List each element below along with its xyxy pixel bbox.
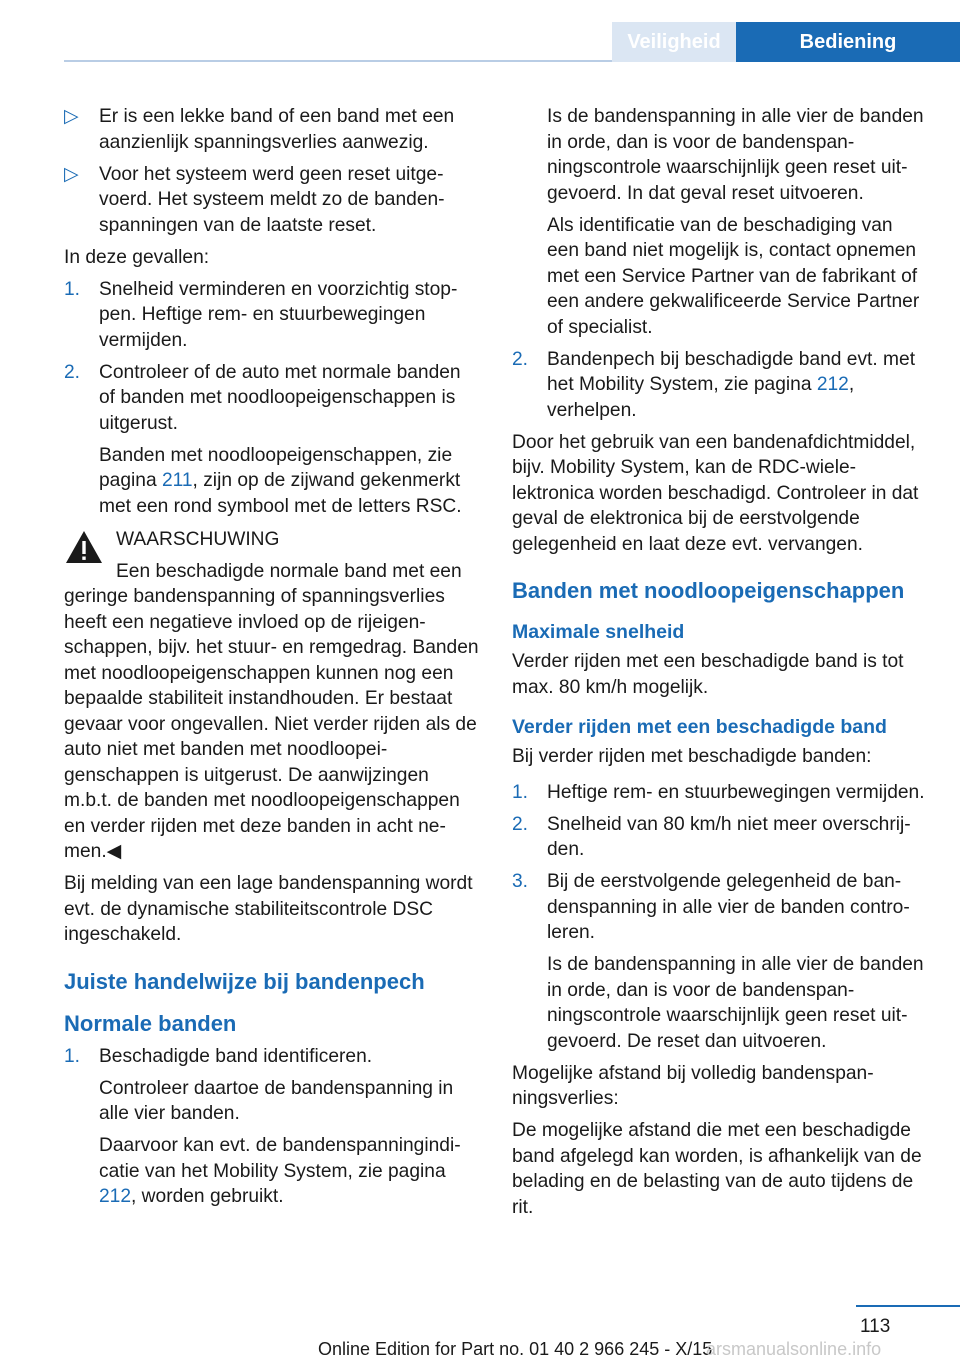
bullet-item: ▷ Voor het systeem werd geen reset uitgevoerd. Het systeem meldt zo de bandenspanningen van de laatste reset. [64, 163, 445, 236]
paragraph: Verder rijden met een beschadigde band is tot max. 80 km/h mogelijk. [512, 651, 904, 698]
numbered-item: 2. Snelheid van 80 km/h niet meer overschrijden. [512, 813, 911, 860]
paragraph: De mogelijke afstand die met een beschadigde band afgelegd kan worden, is afhankelijk van de belading en de belasting van de auto tijdens de rit. [512, 1120, 922, 1218]
continued-item: Is de bandenspanning in alle vier de banden in orde, dan is voor de bandenspanningscontrole waarschijnlijk geen reset uitgevoerd. In dat geval reset uitvoeren. Als identificatie van de beschadiging van een band niet mogelijk is, contact opnemen met een Service Partner van de fabrikant of een andere gekwalificeerde Service Partner of specialist. [547, 106, 924, 338]
paragraph: In deze gevallen: [64, 246, 210, 268]
paragraph: Bij verder rijden met beschadigde banden: [512, 746, 872, 767]
item-number: 1. [512, 781, 529, 803]
warning-title: WAARSCHUWING [116, 529, 280, 550]
left-column [64, 104, 480, 1216]
tab-bediening[interactable]: Bediening [736, 22, 960, 62]
page-link[interactable]: 212 [816, 374, 849, 395]
bullet-item: ▷ Er is een lekke band of een band met een aanzienlijk spanningsverlies aanwezig. [64, 106, 455, 153]
warning-text: Een beschadigde normale band met een geringe bandenspanning of spanningsverlies heeft een negatieve invloed op de rijeigenschappen, bijv. het stuur- en remgedrag. Banden met noodloopeigenschappen kunnen nog een bepaalde stabiliteit instandhouden. Er bestaat gevaar voor ongevallen. Niet verder rijden als de auto niet met banden met noodloopeigenschappen is uitgerust. De aanwijzingen m.b.t. de banden met noodloopeigenschappen en verder rijden met deze banden in acht nemen.◀ [64, 560, 479, 862]
numbered-item: 2. Controleer of de auto met normale banden of banden met noodloopeigenschappen is uitgerust. Banden met noodloopeigenschappen, zie pagina 211, zijn op de zijwand gekenmerkt met een rond symbool met de letters RSC. [64, 360, 480, 520]
subsection-heading: Normale banden [64, 1010, 237, 1036]
right-column [512, 104, 928, 1227]
paragraph: Door het gebruik van een bandenafdichtmiddel, bijv. Mobility System, kan de RDC-wielelektronica worden beschadigd. Controleer in dat geval de elektronica bij de eerstvolgende gelegenheid en laat deze evt. vervangen. [512, 431, 919, 555]
page-number: 113 [860, 1316, 891, 1337]
item-number: 3. [512, 871, 529, 892]
numbered-item: 1. Heftige rem- en stuurbewegingen vermijden. [512, 780, 928, 806]
page-link[interactable]: 212 [99, 1186, 132, 1207]
subsection-heading: Maximale snelheid [512, 621, 685, 643]
numbered-item: 2. Bandenpech bij beschadigde band evt. met het Mobility System, zie pagina 212, verhelpen. [512, 348, 916, 421]
item-number: 2. [512, 348, 529, 370]
triangle-bullet-icon: ▷ [64, 163, 79, 185]
section-heading: Juiste handelwijze bij bandenpech [64, 968, 425, 994]
item-number: 1. [64, 278, 81, 300]
footer-rule [856, 1305, 960, 1307]
warning-icon [64, 529, 104, 565]
warning-block [64, 527, 480, 865]
edition-note: Online Edition for Part no. 01 40 2 966 245 - X/15 [318, 1339, 713, 1359]
tab-veiligheid[interactable]: Veiligheid [612, 22, 736, 62]
numbered-item: 1. Beschadigde band identificeren. Controleer daartoe de bandenspanning in alle vier banden. Daarvoor kan evt. de bandenspanningindicatie van het Mobility System, zie pagina 212, worden gebruikt. [64, 1044, 480, 1210]
page-link[interactable]: 211 [161, 470, 193, 491]
paragraph: Bij melding van een lage bandenspanning wordt evt. de dynamische stabiliteitscontrole DSC ingeschakeld. [64, 873, 473, 945]
numbered-item: 3. Bij de eerstvolgende gelegenheid de bandenspanning in alle vier de banden controleren. Is de bandenspanning in alle vier de banden in orde, dan is voor de bandenspanningscontrole waarschijnlijk geen reset uitgevoerd. De reset dan uitvoeren. [512, 871, 924, 1052]
item-number: 1. [64, 1045, 81, 1067]
item-number: 2. [512, 813, 529, 835]
item-subparagraph: Banden met noodloopeigenschappen, zie pagina 211, zijn op de zijwand gekenmerkt met een rond symbool met de letters RSC. [99, 444, 462, 517]
section-heading: Banden met noodloopeigenschappen [512, 578, 905, 603]
item-subparagraph: Daarvoor kan evt. de bandenspanningindicatie van het Mobility System, zie pagina 212, worden gebruikt. [99, 1135, 461, 1207]
triangle-bullet-icon: ▷ [64, 106, 79, 127]
numbered-item: 1. Snelheid verminderen en voorzichtig stoppen. Heftige rem- en stuurbewegingen vermijden. [64, 278, 458, 351]
paragraph: Mogelijke afstand bij volledig bandenspanningsverlies: [512, 1062, 874, 1109]
item-number: 2. [64, 361, 81, 383]
subsection-heading: Verder rijden met een beschadigde band [512, 716, 887, 738]
watermark: arsmanualsonline.info [706, 1339, 882, 1359]
